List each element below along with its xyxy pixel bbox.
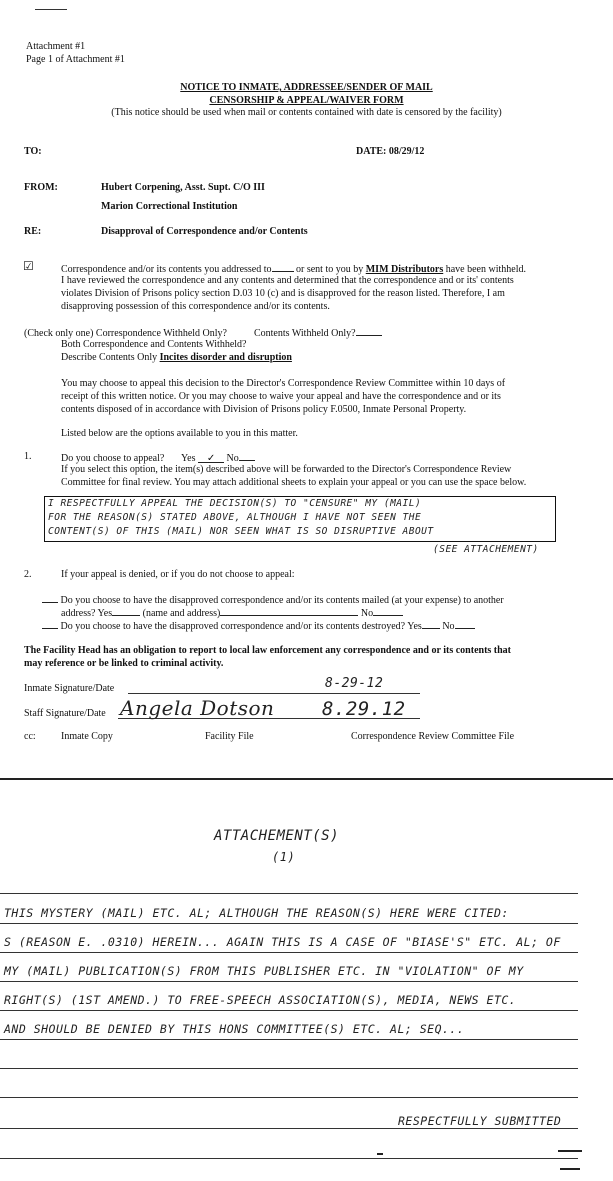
cc-facility: Facility File [205,731,254,742]
ruled-line [0,893,578,894]
para1-line1 [61,262,526,275]
q1-yes: address? Yes [61,608,113,619]
appeal-hand-line1: I RESPECTFULLY APPEAL THE DECISION(S) TO "CENSURE" MY (MAIL) [48,498,422,509]
option2-num: 2. [24,569,32,580]
ruled-line [0,1097,578,1098]
attachment-line-1: THIS MYSTERY (MAIL) ETC. AL; ALTHOUGH THE REASON(S) HERE WERE CITED: [4,906,509,920]
ruled-line [0,1128,578,1129]
option1-line3: Committee for final review. You may attach additional sheets to explain your appeal or you can use the space below. [61,477,527,488]
re-value: Disapproval of Correspondence and/or Contents [101,226,308,237]
cc-inmate: Inmate Copy [61,731,113,742]
stray-mark [35,9,67,10]
ruled-line [0,981,578,982]
appeal-no: No [226,453,239,464]
para1-line2: I have reviewed the correspondence and any contents and determined that the correspondence and or its' contents [61,275,514,286]
attachment-heading: ATTACHEMENT(S) [214,828,340,844]
describe-value: Incites disorder and disruption [159,352,292,363]
page-label: Page 1 of Attachment #1 [26,54,125,65]
inmate-date: 8-29-12 [325,676,384,691]
handwritten-dash [377,1153,383,1155]
attachment-line-2: S (REASON E. .0310) HEREIN... AGAIN THIS IS A CASE OF "BIASE'S" ETC. AL; OF [4,935,561,949]
attachment-line-4: RIGHT(S) (1ST AMEND.) TO FREE-SPEECH ASSOCIATION(S), MEDIA, NEWS ETC. [4,993,517,1007]
blank-q1-address [220,606,358,616]
date-value: 08/29/12 [388,146,425,157]
staff-signature: Angela Dotson [120,696,275,720]
inmate-signature-line [128,693,420,694]
appeal-line1: You may choose to appeal this decision to the Director's Correspondence Review Committee within 10 days of [61,378,506,389]
page-separator [0,778,613,780]
attachment-line-5: AND SHOULD BE DENIED BY THIS HONS COMMITTEE(S) ETC. AL; SEQ... [4,1022,465,1036]
q1-no: No [360,608,374,619]
facility-head-line1: The Facility Head has an obligation to report to local law enforcement any correspondence and or its contents that [24,645,512,656]
ruled-line [0,1039,578,1040]
from-label: FROM: [24,182,58,193]
ruled-line [0,1010,578,1011]
handwritten-dash [560,1168,580,1170]
to-label: TO: [24,146,42,157]
check-only-a: (Check only one) Correspondence Withheld Only? [24,328,227,339]
inmate-signature-label: Inmate Signature/Date [24,683,115,694]
ruled-line [0,1158,578,1159]
para1-line4: disapproving possession of this correspondence and/or its contents. [61,301,330,312]
facility-head-line2: may reference or be linked to criminal activity. [24,658,224,669]
para1-lead: Correspondence and/or its contents you addressed to [61,264,272,275]
appeal-line2: receipt of this written notice. Or you may choose to waive your appeal and have the correspondence and or its [61,391,501,402]
option2-q1b [61,606,403,619]
cc-committee: Correspondence Review Committee File [351,731,515,742]
form-title: NOTICE TO INMATE, ADDRESSEE/SENDER OF MAIL [180,82,433,93]
staff-signature-label: Staff Signature/Date [24,708,106,719]
ruled-line [0,923,578,924]
form-note: (This notice should be used when mail or contents contained with date is censored by the facility) [111,107,502,118]
sender-name: MIM Distributors [365,264,444,275]
form-subtitle: CENSORSHIP & APPEAL/WAIVER FORM [209,95,404,106]
option2-q2 [42,619,475,632]
closing-signature: RESPECTFULLY SUBMITTED [398,1114,562,1128]
staff-date: 8.29.12 [322,698,406,720]
checked-box-icon: ☑ [23,259,34,273]
appeal-hand-line3: CONTENT(S) OF THIS (MAIL) NOR SEEN WHAT IS SO DISRUPTIVE ABOUT [48,526,434,537]
cc-label: cc: [24,731,36,742]
blank-addressed-to [272,262,294,272]
appeal-yes-mark: ✓ [198,453,224,463]
attachment-label: Attachment #1 [26,41,86,52]
blank-contents-withheld [356,326,382,336]
handwritten-dash [558,1150,582,1152]
option2-q1 [42,593,504,606]
blank-q1-no [373,606,403,616]
attachment-number: (1) [272,850,296,864]
check-only-line3 [61,352,292,363]
describe-label: Describe Contents Only [61,352,158,363]
blank-appeal-no [239,451,255,461]
para1-tail: have been withheld. [445,264,526,275]
blank-q2-check [42,619,58,629]
appeal-question: Do you choose to appeal? [61,453,165,464]
q1-text: Do you choose to have the disapproved correspondence and/or its contents mailed (at your expense) to another [60,595,504,606]
blank-q2-yes [422,619,440,629]
appeal-line3: contents disposed of in accordance with Division of Prisons policy F.0500, Inmate Personal Property. [61,404,467,415]
para1-mid: or sent to you by [296,264,364,275]
date-label: DATE: [356,146,387,157]
check-only-line2: Both Correspondence and Contents Withheld? [61,339,247,350]
check-only-line1 [24,326,382,339]
q2-no: No [442,621,455,632]
blank-q2-no [455,619,475,629]
option1-line2: If you select this option, the item(s) described above will be forwarded to the Director's Correspondence Review [61,464,512,475]
option1-question [61,451,255,464]
option2-text: If your appeal is denied, or if you do not choose to appeal: [61,569,295,580]
options-intro: Listed below are the options available to you in this matter. [61,428,298,439]
re-label: RE: [24,226,42,237]
appeal-hand-line2: FOR THE REASON(S) STATED ABOVE, ALTHOUGH I HAVE NOT SEEN THE [48,512,422,523]
blank-q1-yes [112,606,140,616]
para1-line3: violates Division of Prisons policy section D.03 10 (c) and is disapproved for the reason listed. Therefore, I am [61,288,505,299]
attachment-line-3: MY (MAIL) PUBLICATION(S) FROM THIS PUBLISHER ETC. IN "VIOLATION" OF MY [4,964,524,978]
see-attachment-note: (SEE ATTACHEMENT) [433,544,539,555]
from-institution: Marion Correctional Institution [101,201,238,212]
from-name: Hubert Corpening, Asst. Supt. C/O III [101,182,265,193]
check-only-b: Contents Withheld Only? [253,328,356,339]
ruled-line [0,1068,578,1069]
option1-num: 1. [24,451,32,462]
appeal-yes: Yes [180,453,196,464]
blank-q1-check [42,593,58,603]
date-field [356,146,424,157]
q2-text: Do you choose to have the disapproved correspondence and/or its contents destroyed? Yes [60,621,422,632]
q1-name-address: (name and address) [142,608,221,619]
ruled-line [0,952,578,953]
